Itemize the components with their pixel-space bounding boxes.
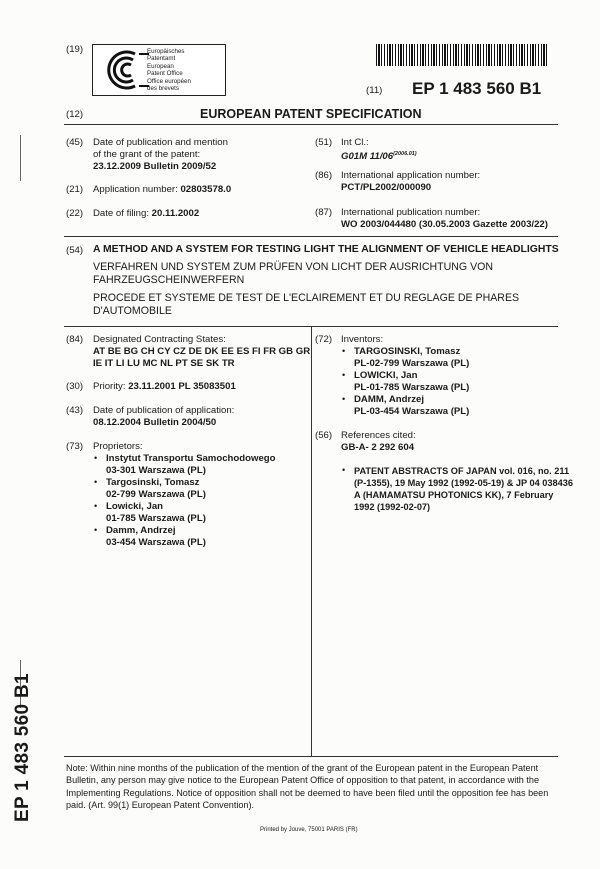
inid-19: (19) — [66, 44, 84, 55]
priority — [93, 381, 236, 393]
bullet: • — [342, 394, 346, 404]
document-type: EUROPEAN PATENT SPECIFICATION — [200, 107, 422, 121]
states-label: Designated Contracting States: — [93, 334, 226, 345]
bullet: • — [342, 465, 346, 475]
note-line: Bulletin, any person may give notice to the European Patent Office of opposition to that patent, in accordance with the — [66, 775, 540, 786]
intl-app-label: International application number: — [341, 170, 481, 181]
inid-56: (56) — [315, 430, 333, 441]
reference-line: A (HAMAMATSU PHOTONICS KK), 7 February — [354, 490, 554, 500]
bullet: • — [94, 525, 98, 535]
grant-date: 23.12.2009 Bulletin 2009/52 — [93, 161, 217, 172]
grant-label: of the grant of the patent: — [93, 149, 201, 160]
inid-12: (12) — [66, 109, 84, 120]
application-number — [93, 184, 231, 196]
title-fr-line: D'AUTOMOBILE — [93, 305, 172, 317]
proprietor-name: Damm, Andrzej — [106, 525, 176, 536]
margin-mark-top — [20, 135, 21, 181]
proprietor-address: 03-301 Warszawa (PL) — [106, 465, 206, 476]
inid-72: (72) — [315, 334, 333, 345]
inventor-name: LOWICKI, Jan — [354, 370, 418, 381]
int-cl-value — [341, 148, 417, 163]
column-divider — [311, 326, 312, 756]
divider — [64, 756, 558, 757]
proprietor-address: 02-799 Warszawa (PL) — [106, 489, 206, 500]
bullet: • — [342, 346, 346, 356]
title-de-line: VERFAHREN UND SYSTEM ZUM PRÜFEN VON LICHT DER AUSRICHTUNG VON — [93, 261, 494, 273]
reference-line: (P-1355), 19 May 1992 (1992-05-19) & JP 04 038436 — [354, 478, 573, 488]
inid-87: (87) — [315, 207, 333, 218]
office-line: Office européen — [147, 77, 191, 85]
note-line: paid. (Art. 99(1) European Patent Convention). — [66, 800, 255, 811]
bullet: • — [94, 453, 98, 463]
filing-date-label: Date of filing: — [93, 208, 149, 219]
proprietors-label: Proprietors: — [93, 441, 143, 452]
epo-logo-icon — [101, 48, 153, 92]
int-cl-label: Int Cl.: — [341, 137, 369, 148]
office-line: des brevets — [147, 85, 179, 93]
inid-54: (54) — [66, 245, 84, 256]
office-line: Patent Office — [147, 70, 183, 78]
reference-cited: GB-A- 2 292 604 — [341, 442, 415, 453]
reference-line: 1992 (1992-02-07) — [354, 502, 431, 512]
divider — [64, 236, 558, 237]
proprietor-address: 03-454 Warszawa (PL) — [106, 537, 206, 548]
office-line: Europäisches — [147, 48, 185, 55]
states-line: IE IT LI LU MC NL PT SE SK TR — [93, 358, 235, 369]
reference-line: PATENT ABSTRACTS OF JAPAN vol. 016, no. 211 — [354, 466, 570, 476]
references-label: References cited: — [341, 430, 416, 441]
title-en: A METHOD AND A SYSTEM FOR TESTING LIGHT THE ALIGNMENT OF VEHICLE HEADLIGHTS — [93, 244, 559, 255]
inid-30: (30) — [66, 381, 84, 392]
inid-51: (51) — [315, 137, 333, 148]
inid-84: (84) — [66, 334, 84, 345]
inventor-address: PL-02-799 Warszawa (PL) — [354, 358, 470, 369]
classification-version: (2006.01) — [393, 151, 417, 157]
proprietor-address: 01-785 Warszawa (PL) — [106, 513, 206, 524]
office-line: Patentamt — [147, 55, 176, 63]
inid-86: (86) — [315, 170, 333, 181]
inid-73: (73) — [66, 441, 84, 452]
filing-date — [93, 208, 199, 220]
inventor-name: TARGOSINSKI, Tomasz — [354, 346, 461, 357]
publication-number: EP 1 483 560 B1 — [412, 79, 542, 98]
grant-label: Date of publication and mention — [93, 137, 228, 148]
priority-value: 23.11.2001 PL 35083501 — [128, 381, 236, 392]
inid-22: (22) — [66, 208, 84, 219]
bullet: • — [94, 477, 98, 487]
intl-app-number: PCT/PL2002/000090 — [341, 182, 432, 193]
barcode — [376, 44, 548, 66]
inventors-label: Inventors: — [341, 334, 384, 345]
filing-date-value: 20.11.2002 — [151, 208, 200, 219]
application-number-label: Application number: — [93, 184, 178, 195]
inventor-address: PL-01-785 Warszawa (PL) — [354, 382, 470, 393]
intl-pub-number: WO 2003/044480 (30.05.2003 Gazette 2003/22) — [341, 219, 548, 230]
application-number-value: 02803578.0 — [180, 184, 232, 195]
epo-logo — [92, 44, 226, 96]
proprietor-name: Targosinski, Tomasz — [106, 477, 200, 488]
title-de — [93, 261, 493, 287]
title-fr — [93, 292, 519, 318]
inid-11: (11) — [366, 85, 383, 96]
proprietor-name: Instytut Transportu Samochodowego — [106, 453, 276, 464]
proprietor-name: Lowicki, Jan — [106, 501, 164, 512]
inid-43: (43) — [66, 405, 84, 416]
bullet: • — [342, 370, 346, 380]
note-line: Note: Within nine months of the publication of the mention of the grant of the European patent in the European Patent — [66, 763, 539, 773]
divider — [64, 124, 558, 125]
side-publication-number: EP 1 483 560 B1 — [12, 673, 33, 822]
printer-line: Printed by Jouve, 75001 PARIS (FR) — [260, 827, 358, 833]
inid-45: (45) — [66, 137, 84, 148]
inid-21: (21) — [66, 184, 84, 195]
opposition-note — [66, 762, 548, 812]
title-de-line: FAHRZEUGSCHEINWERFERN — [93, 274, 245, 286]
priority-label: Priority: — [93, 381, 126, 392]
app-pub-label: Date of publication of application: — [93, 405, 235, 416]
inventor-address: PL-03-454 Warszawa (PL) — [354, 406, 470, 417]
app-pub-date: 08.12.2004 Bulletin 2004/50 — [93, 417, 217, 428]
bullet: • — [94, 501, 98, 511]
classification: G01M 11/06 — [341, 151, 394, 163]
inventor-name: DAMM, Andrzej — [354, 394, 424, 405]
intl-pub-label: International publication number: — [341, 207, 481, 218]
note-line: Implementing Regulations. Notice of opposition shall not be deemed to have been filed until the opposition fee has been — [66, 787, 549, 798]
office-line: European — [147, 62, 174, 70]
states-line: AT BE BG CH CY CZ DE DK EE ES FI FR GB GR — [93, 346, 311, 357]
title-fr-line: PROCEDE ET SYSTEME DE TEST DE L'ECLAIREMENT ET DU REGLAGE DE PHARES — [93, 292, 520, 304]
